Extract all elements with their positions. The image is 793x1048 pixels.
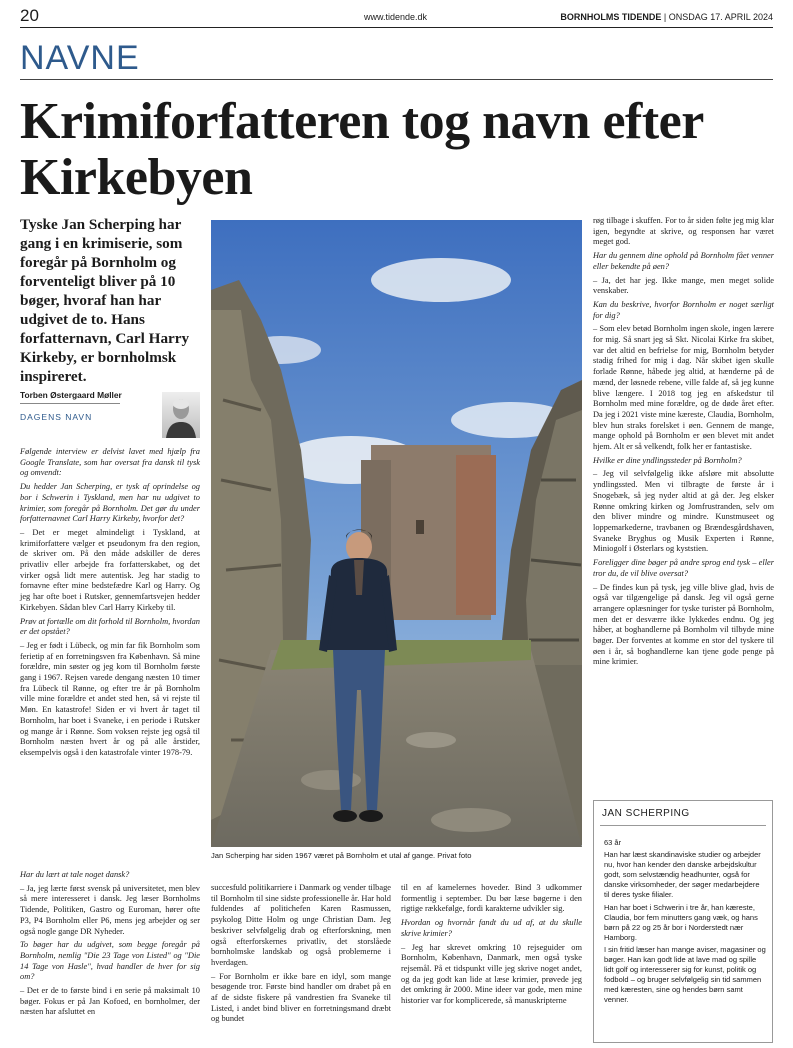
- factbox-paragraph: I sin fritid læser han mange aviser, magasiner og bøger. Han kan godt lide at lave mad og spille lidt golf og interesserer sig for kunst, politik og fodbold – og bruger selvfølgelig sin tid sammen med kæresten, sine og hendes børn samt venner.: [604, 944, 766, 1005]
- interview-question: Følgende interview er delvist lavet med hjælp fra Google Translate, som har oversat fra dansk til tysk og omvendt:: [20, 447, 200, 478]
- interview-question: Du hedder Jan Scherping, er tysk af oprindelse og bor i Schwerin i Tyskland, men har nu udgivet to krimier, som foregår på Bornholm. Det gør du under forfatternavnet Carl Harry Kirkeby, hvorfor det?: [20, 482, 200, 524]
- interview-question: Prøv at fortælle om dit forhold til Bornholm, hvordan er det opstået?: [20, 616, 200, 637]
- factbox-paragraph: 63 år: [604, 838, 622, 847]
- article-column-1: [20, 447, 200, 762]
- paragraph: – Ja, det har jeg. Ikke mange, men meget solide venskaber.: [593, 275, 774, 296]
- paragraph: – Det er meget almindeligt i Tyskland, at krimiforfattere vælger et pseudonym fra den region, de skriver om. På den måde adskiller de deres privatliv eller arbejde fra forfatterskabet, og det virker også lidt mere autentisk. Jeg har stadig to fornavne efter mine bedstefædre Karl og Harry. Og jeg har ofte boet i Rutsker, gennemfartsvejen hedder Kirkebyen. Sådan blev Carl Harry Kirkeby til.: [20, 527, 200, 612]
- section-rule: [20, 79, 773, 80]
- paragraph: succesfuld politikarriere i Danmark og vender tilbage til Bornholm til sine sidste professionelle år. Har hold fuldendes af politichefen Karen Rasmussen, psykolog Ditte Holm og unge Christian Dam. Jeg beskriver selvfølgelig drab og efterforskning, men også efterforskernes privatliv, det storslåede bornholmske landskab og også problemerne i hverdagen.: [211, 883, 391, 967]
- article-column-3-bottom: [401, 883, 582, 1010]
- publication-name: BORNHOLMS TIDENDE: [560, 12, 662, 22]
- interview-question: Har du gennem dine ophold på Bornholm fået venner eller bekendte på øen?: [593, 251, 774, 271]
- lead-paragraph: Tyske Jan Scherping har gang i en krimiserie, som foregår på Bornholm og forventeligt bliver på 10 bøger, hvoraf han har udgivet de to. Hans forfatternavn, Carl Harry Kirkeby, er bornholmsk inspireret.: [20, 216, 190, 385]
- paragraph: – De findes kun på tysk, jeg ville blive glad, hvis de også var tilgængelige på dansk. Jeg vil også gerne arrangere oplæsninger for tyske turister på Bornholm, men det er desværre ikke lykkedes endnu. Og jeg håber, at boghandlerne på Bornholm vil tilbyde mine bøger. Der forventes at komme en stor del tyskere til øen i år, så boghandlerne kan tjene gode penge på mine krimier.: [593, 582, 774, 667]
- interview-question: Kan du beskrive, hvorfor Bornholm er noget særligt for dig?: [593, 299, 774, 320]
- interview-question: Hvilke er dine yndlingssteder på Bornholm?: [593, 455, 742, 465]
- interview-question: Foreligger dine bøger på andre sprog end tysk – eller tror du, de vil blive oversat?: [593, 558, 774, 578]
- factbox-paragraph: Han har læst skandinaviske studier og arbejder nu, hvor han kender den danske arbejdskultur godt, som selvstændig headhunter, også for danske virksomheder, der søger medarbejdere til deres tyske filialer.: [604, 850, 761, 900]
- article-column-1-bottom: [20, 870, 200, 1021]
- byline-rule: [20, 403, 120, 404]
- interview-question: To bøger har du udgivet, som begge foregår på Bornholm, nemlig "Die 23 Tage von Listed" og "Die 14 Tage von Hasle", hvad handler de hver for sig om?: [20, 940, 200, 982]
- issue-date: ONSDAG 17. APRIL 2024: [668, 12, 773, 22]
- paragraph: til en af kamelernes hoveder. Bind 3 udkommer formentlig i september. Du bør læse bøgerne i den rigtige rækkefølge, fordi karakterne udvikler sig.: [401, 883, 582, 914]
- factbox-title: JAN SCHERPING: [602, 808, 690, 819]
- paragraph: – Jeg har skrevet omkring 10 rejseguider om Bornholm, København, Danmark, men også tyske rejsemål. På et tidspunkt ville jeg skrive noget andet, og da jeg godt kan lide at læse krimier, prøvede jeg det omkring år 2000. Mine ideer var gode, men mine historier var for komplicerede, så manuskripterne: [401, 942, 582, 1006]
- paragraph: – For Bornholm er ikke bare en idyl, som mange besøgende tror. Første bind handler om drabet på en af de sidste fiskere på vandrestien fra Svaneke til Listed, i andet bind bliver en forretningsmand dræbt og bundet: [211, 971, 391, 1024]
- interview-question: Har du lært at tale noget dansk?: [20, 870, 130, 879]
- paragraph: – Jeg vil selvfølgelig ikke afsløre mit absolutte yndlingssted. Men vi tilbragte de første år i Snogebæk, så jeg nyder altid at gå der. Jeg elsker Rønne omkring kirken og Jomfrustranden, selv om den bliver mindre og mindre. Kunstmuseet og loppemarkederne, travbanen og Brændesgårdshaven, Svaneke Bryghus og Musik Experten i Rønne, Miniogolf i Østerlars og kyststien.: [593, 469, 774, 554]
- paragraph: røg tilbage i skuffen. For to år siden følte jeg mig klar igen, begyndte at skrive, og responsen har været meget god.: [593, 216, 774, 247]
- header-rule: [20, 27, 773, 28]
- section-title: NAVNE: [20, 39, 140, 77]
- masthead: [560, 12, 773, 22]
- author-portrait: [162, 392, 200, 438]
- paragraph: – Jeg er født i Lübeck, og min far fik Bornholm som ferietip af en forretningsven fra København. Så mine forældre, min søster og jeg kom til Bornholm første gang i 1967. Rejsen varede dengang næsten 10 timer fra Lübeck til Rønne, og efter tre år på Bornholm ville mine forældre et andet sted hen, så vi rejste til Møn. En katastrofe! Siden er vi hvert år taget til Bornholm, har boet i Svaneke, i en periode i Rutsker og mange år i Rønne. Som voksen rejste jeg også til Bornholm næsten hvert år og på alle årstider, eksempelvis også i den katastrofale vinter 1978-79.: [20, 640, 200, 757]
- factbox-rule: [600, 825, 766, 826]
- article-column-2-bottom: [211, 883, 391, 1028]
- paragraph: – Som elev betød Bornholm ingen skole, ingen lærere for mig. Så snart jeg så Skt. Nicolai Kirke fra skibet, var det altid en befrielse for mig, Bornholm betyder stadig frihed for mig i dag. Når skibet igen skulle forlade Rønne, håbede jeg altid, at hænderne på de mænd, der løsnede rebene, ville falde af, så jeg kunne blive længere. I 2018 tog jeg en afskedstur til Bornholm med mine forældre, og de døde året efter. Da jeg i 2021 viste mine kæreste, Claudia, Bornholm, blev hun straks forelsket i øen. Gennem de mange, mange ophold på Bornholm er øen blevet mit andet hjem. Alt er så velkendt, folk her er fantastiske.: [593, 324, 774, 452]
- paragraph: – Ja, jeg lærte først svensk på universitetet, men blev så mere interesseret i dansk. Jeg læser Bornholms Tidende, Politiken, Gastro og Euroman, hører ofte P3, P4 Bornholm eller P6, mens jeg arbejder og ser også nogle gange DR Nyheder.: [20, 883, 200, 936]
- photo-caption: Jan Scherping har siden 1967 været på Bornholm et utal af gange. Privat foto: [211, 851, 472, 860]
- paragraph: – Det er de to første bind i en serie på maksimalt 10 bøger. Fokus er på Jan Kofoed, en bornholmer, der næsten har afsluttet en: [20, 986, 200, 1017]
- site-url[interactable]: www.tidende.dk: [364, 12, 428, 22]
- byline-author: Torben Østergaard Møller: [20, 390, 122, 400]
- article-photo: [211, 220, 582, 847]
- masthead-divider: |: [663, 12, 669, 22]
- byline-section-tag: DAGENS NAVN: [20, 412, 93, 422]
- factbox-body: [604, 838, 766, 1008]
- page-number: 20: [20, 6, 39, 25]
- article-column-4: [593, 216, 774, 671]
- headline: Krimiforfatteren tog navn efter Kirkebyen: [20, 93, 703, 206]
- factbox-paragraph: Han har boet i Schwerin i tre år, han kæreste, Claudia, bor fem minutters gang væk, og hans børn på 22 og 25 år bor i Norderstedt nær Hamborg.: [604, 902, 758, 942]
- interview-question: Hvordan og hvornår fandt du ud af, at du skulle skrive krimier?: [401, 918, 582, 938]
